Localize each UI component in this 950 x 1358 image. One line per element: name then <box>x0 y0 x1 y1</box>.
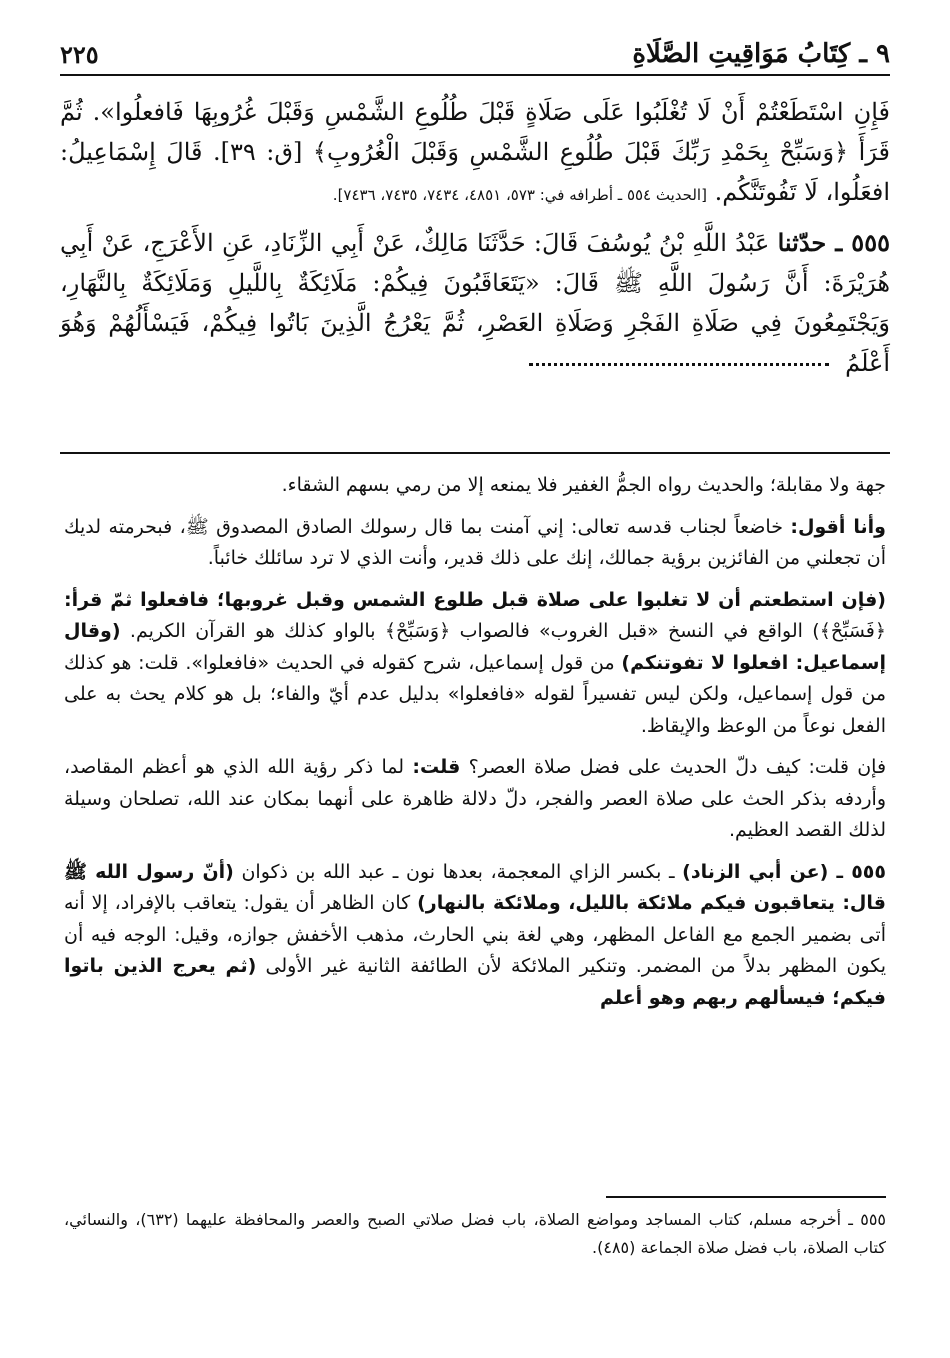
commentary-paragraph <box>64 857 886 1015</box>
continuation-dots <box>529 363 829 366</box>
commentary-lemma: (ثم يعرج الذين باتوا فيكم؛ فيسألهم ربهم وهو أعلم <box>64 955 886 1009</box>
commentary-lemma: (أنّ رسول الله ﷺ قال: يتعاقبون فيكم ملائكة بالليل، وملائكة بالنهار) <box>64 860 886 914</box>
page-number: ٢٢٥ <box>60 39 99 69</box>
hadith-text <box>60 92 890 391</box>
commentary-text: خاضعاً لجناب قدسه تعالى: إني آمنت بما قال رسولك الصادق المصدوق ﷺ، فبحرمته لديك أن تجعلني من الفائزين برؤية جمالك، إنك على ذلك قدير، وأنت الذي لا ترد سائلك خائباً. <box>64 515 886 569</box>
commentary-text: من قول إسماعيل، شرح كقوله في الحديث «فافعلوا». قلت: هو كذلك من قول إسماعيل، ولكن ليس تفسيراً لقوله «فافعلوا» بدليل عدم أيّ والفاء؛ بل هو كلام يحث به على الفعل نوعاً من الوعظ والإيقاظ. <box>64 651 886 737</box>
hadith-555 <box>60 223 890 383</box>
commentary-text: كان الظاهر أن يقول: يتعاقب بالإفراد، إلا أنه أتى بضمير الجمع مع الفاعل المظهر، وهي لغة بني الحارث، مذهب الأخفش جوازه، وقيل: الوجه فيه أن يكون المظهر بدلاً من المضمر. وتنكير الملائكة لأن الطائفة الثانية غير الأولى <box>64 892 886 977</box>
commentary-paragraph <box>64 512 886 575</box>
chapter-title: ٩ ـ كِتَابُ مَوَاقِيتِ الصَّلَاةِ <box>632 39 890 69</box>
commentary-lemma: قلت: <box>412 756 461 778</box>
hadith-554-ending <box>60 92 890 215</box>
footnote-divider <box>606 1196 886 1198</box>
commentary-text: لما ذكر رؤية الله الذي هو أعظم المقاصد، وأردفه بذكر الحث على صلاة العصر والفجر، دلّ دلالة ظاهرة على أنهما بمكان عند الله، تصلحان وسيلة لذلك القصد العظيم. <box>64 756 886 841</box>
footnote-555: ٥٥٥ ـ أخرجه مسلم، كتاب المساجد ومواضع الصلاة، باب فضل صلاتي الصبح والعصر والمحافظة عليهما (٦٣٢)، والنسائي، كتاب الصلاة، باب فضل صلاة الجماعة (٤٨٥). <box>64 1210 887 1257</box>
commentary-text: ﴿فَسَبِّحْ﴾) الواقع في النسخ «قبل الغروب» فالصواب ﴿وَسَبِّحْ﴾ بالواو كذلك هو القرآن الكريم. <box>129 620 887 642</box>
commentary-paragraph <box>64 752 886 847</box>
text-divider <box>60 452 890 454</box>
commentary-text: فإن قلت: كيف دلّ الحديث على فضل صلاة العصر؟ <box>468 756 887 778</box>
commentary-text: جهة ولا مقابلة؛ والحديث رواه الجمُّ الغفير فلا يمنعه إلا من رمي بسهم الشقاء. <box>281 474 886 496</box>
hadith-554-text: فَإِنِ اسْتَطَعْتُمْ أَنْ لَا تُغْلَبُوا عَلَى صَلَاةٍ قَبْلَ طُلُوعِ الشَّمْسِ وَقَبْلَ غُرُوبِهَا فَافعلُوا». ثُمَّ قَرَأَ ﴿وَسَبِّحْ بِحَمْدِ رَبِّكَ قَبْلَ طُلُوعِ الشَّمْسِ وَقَبْلَ الْغُرُوبِ﴾ [ق: ٣٩]. قَالَ إِسْمَاعِيلُ: افعَلُوا، لَا تَفُوتَنَّكُم. <box>60 98 890 206</box>
commentary-lemma: ٥٥٥ ـ (عن أبي الزناد) <box>682 860 886 883</box>
hadith-555-text: عَبْدُ اللَّهِ بْنُ يُوسُفَ قَالَ: حَدَّثَنَا مَالِكٌ، عَنْ أَبِي الزِّنَادِ، عَنِ الأَعْرَجِ، عَنْ أَبِي هُرَيْرَةَ: أَنَّ رَسُولَ اللَّهِ ﷺ قَالَ: «يَتَعَاقَبُونَ فِيكُمْ: مَلَائِكَةٌ بِاللَّيلِ وَمَلَائِكَةٌ بِالنَّهَارِ، وَيَجْتَمِعُونَ فِي صَلَاةِ الفَجْرِ وَصَلَاةِ العَصْرِ، ثُمَّ يَعْرُجُ الَّذِينَ بَاتُوا فِيكُمْ، فَيَسْأَلُهُمْ وَهُوَ أَعْلَمُ <box>60 229 890 377</box>
commentary-paragraph <box>64 470 886 502</box>
page-header <box>60 34 890 76</box>
commentary <box>64 470 886 1024</box>
commentary-paragraph <box>64 585 886 743</box>
footnotes <box>64 1206 886 1262</box>
commentary-text: ـ بكسر الزاي المعجمة، بعدها نون ـ عبد الله بن ذكوان <box>241 860 675 883</box>
hadith-555-heading: ٥٥٥ ـ حدّثنا <box>777 228 890 257</box>
hadith-554-reference: [الحديث ٥٥٤ ـ أطرافه في: ٥٧٣، ٤٨٥١، ٧٤٣٤، ٧٤٣٥، ٧٤٣٦]. <box>332 186 707 204</box>
commentary-lemma: وأنا أقول: <box>790 515 886 538</box>
commentary-lemma: (فإن استطعتم أن لا تغلبوا على صلاة قبل طلوع الشمس وقبل غروبها؛ فافعلوا ثمّ قرأ: <box>64 588 886 611</box>
commentary-lemma: (وقال إسماعيل: افعلوا لا تفوتنكم) <box>64 620 886 674</box>
